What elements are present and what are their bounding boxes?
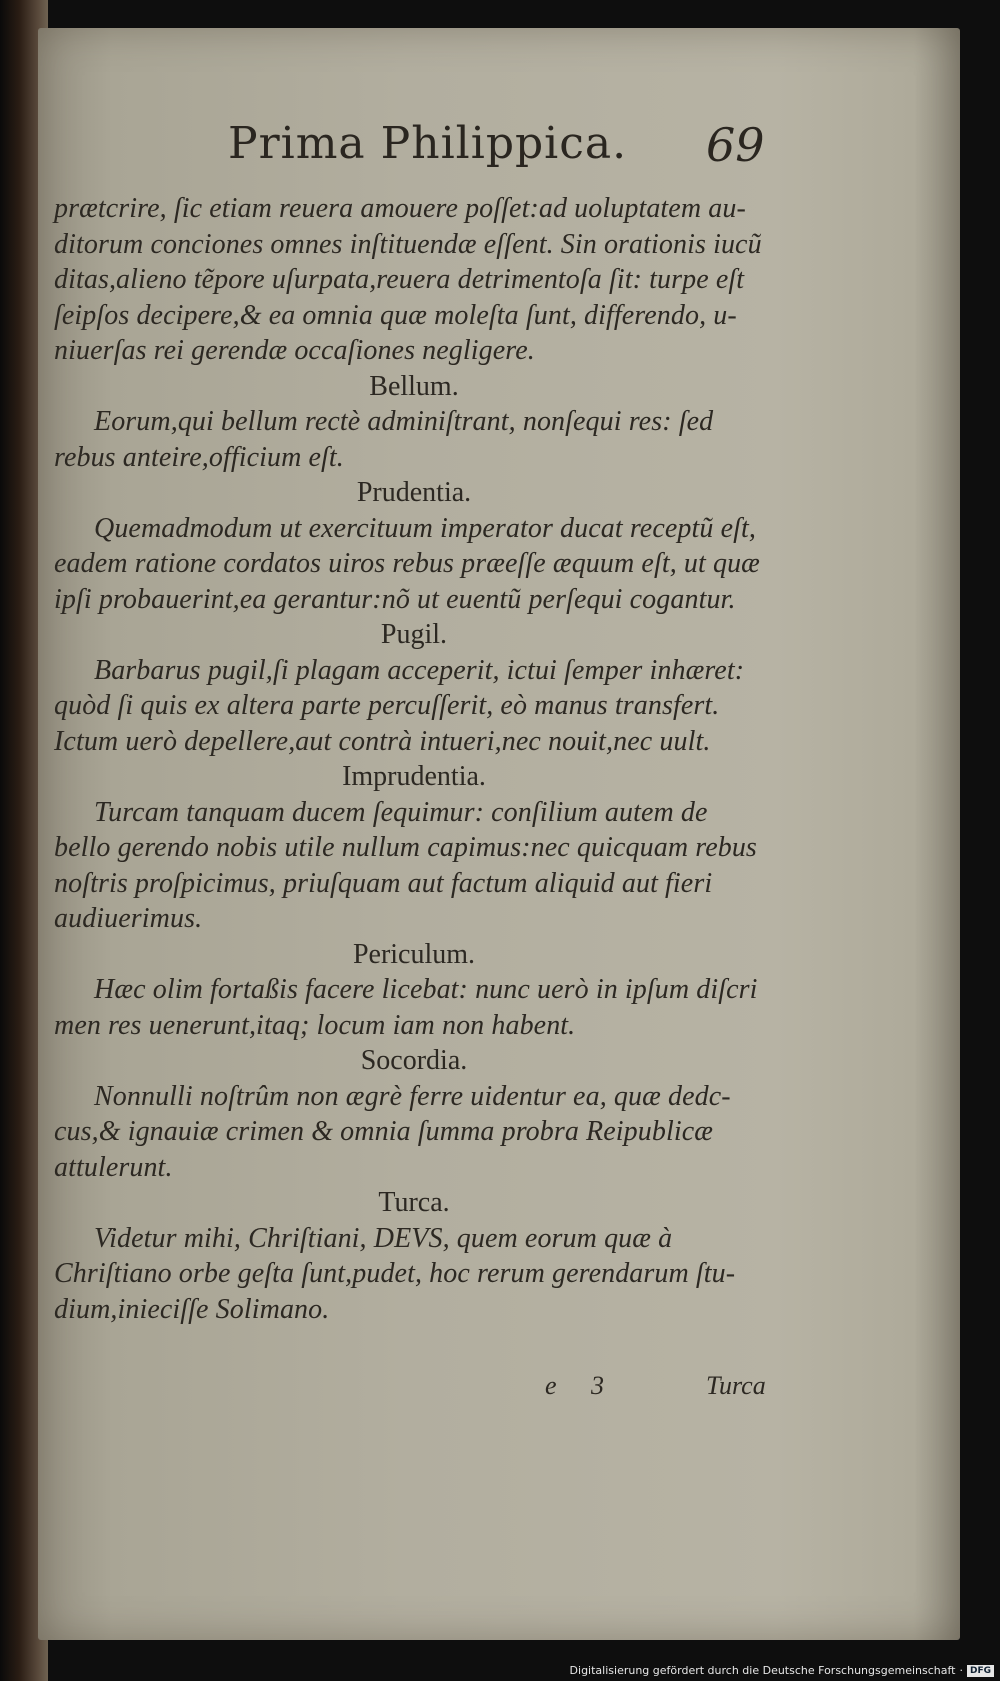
text-line: ditas,alieno tẽpore uſurpata,reuera detrimentoſa ſit: turpe eſt: [54, 264, 745, 295]
book-page: [38, 28, 960, 1640]
text-line: Barbarus pugil,ſi plagam acceperit, ictui ſemper inhæret:: [94, 654, 745, 686]
text-line: attulerunt.: [54, 1151, 173, 1183]
text-line: Videtur mihi, Chriſtiani, DEVS, quem eorum quæ à: [94, 1222, 673, 1254]
text-line: ditorum conciones omnes inſtituendæ eſſent. Sin orationis iucũ: [54, 228, 762, 260]
signature-mark: e 3: [545, 1371, 605, 1400]
page-number: 69: [706, 118, 765, 172]
text-line: ipſi probauerint,ea gerantur:nõ ut euentũ perſequi cogantur.: [54, 583, 736, 615]
text-line: Turcam tanquam ducem ſequimur: conſilium autem de: [94, 796, 708, 828]
text-line: noſtris proſpicimus, priuſquam aut factum aliquid aut fieri: [54, 867, 713, 899]
text-line: Chriſtiano orbe geſta ſunt,pudet, hoc rerum gerendarum ſtu-: [54, 1258, 736, 1289]
text-line: cus,& ignauiæ crimen & omnia ſumma probra Reipublicæ: [54, 1116, 714, 1147]
text-line: Hæc olim fortaßis facere licebat: nunc uerò in ipſum diſcri: [94, 974, 758, 1005]
section-heading: Prudentia.: [356, 477, 472, 508]
dfg-logo-icon: DFG: [967, 1665, 994, 1677]
section-heading: Socordia.: [360, 1045, 468, 1076]
text-line: Quemadmodum ut exercituum imperator ducat receptũ eſt,: [94, 512, 756, 544]
text-line: dium,inieciſſe Solimano.: [54, 1293, 330, 1325]
text-line: prætcrire, ſic etiam reuera amouere poſſet:ad uoluptatem au-: [54, 193, 746, 224]
text-line: men res uenerunt,itaq; locum iam non habent.: [54, 1009, 576, 1041]
text-line: quòd ſi quis ex altera parte percuſſerit, eò manus transfert.: [54, 690, 720, 721]
text-line: Nonnulli noſtrûm non ægrè ferre uidentur ea, quæ dedc-: [94, 1080, 731, 1112]
section-heading: Turca.: [378, 1187, 450, 1218]
catchword: Turca: [706, 1371, 766, 1400]
page-text: [54, 191, 774, 1327]
text-line: Eorum,qui bellum rectè adminiſtrant, nonſequi res: ſed: [94, 406, 714, 437]
text-line: audiuerimus.: [54, 903, 203, 934]
text-line: bello gerendo nobis utile nullum capimus:nec quicquam rebus: [54, 832, 757, 863]
text-line: niuerſas rei gerendæ occaſiones negligere.: [54, 335, 535, 366]
section-heading: Pugil.: [380, 619, 448, 650]
section-heading: Periculum.: [352, 938, 476, 970]
text-line: ſeipſos decipere,& ea omnia quæ moleſta ſunt, differendo, u-: [54, 299, 737, 331]
running-title: Prima Philippica.: [228, 118, 628, 169]
digitization-credit: Digitalisierung gefördert durch die Deutsche Forschungsgemeinschaft · DFG: [570, 1664, 994, 1677]
text-line: Ictum uerò depellere,aut contrà intueri,nec nouit,nec uult.: [54, 725, 711, 757]
page-header: [38, 118, 960, 188]
text-line: eadem ratione cordatos uiros rebus præeſſe æquum eſt, ut quæ: [54, 548, 760, 579]
credit-text: Digitalisierung gefördert durch die Deutsche Forschungsgemeinschaft: [569, 1664, 956, 1677]
text-line: rebus anteire,officium eſt.: [54, 441, 344, 473]
section-heading: Imprudentia.: [342, 761, 486, 792]
section-heading: Bellum.: [369, 370, 459, 402]
